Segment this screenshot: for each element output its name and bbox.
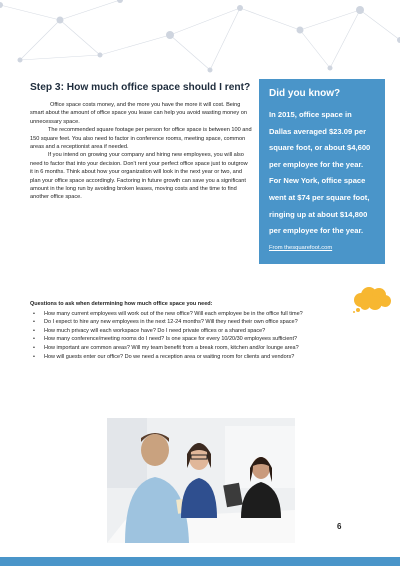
list-item (30, 327, 370, 336)
question-text: How many current employees will work out of the new office? Will each employee be in the office full time? (44, 310, 303, 317)
bullet-icon: • (33, 336, 35, 343)
did-you-know-callout (259, 79, 385, 264)
paragraph: Office space costs money, and the more you have the more it will cost. Being smart about the amount of office space you lease can help you avoid wasting money on unnecessary space. (30, 102, 247, 125)
questions-heading: Questions to ask when determining how much office space you need: (30, 301, 213, 307)
questions-section (30, 300, 370, 361)
list-item (30, 344, 370, 353)
question-text: How important are common areas? Will my team benefit from a break room, kitchen and/or lounge area? (44, 344, 299, 351)
body-text (30, 101, 252, 202)
page-number: 6 (337, 522, 342, 531)
bullet-icon: • (33, 344, 35, 351)
questions-list (30, 310, 370, 362)
office-meeting-photo (107, 418, 295, 543)
bullet-icon: • (33, 319, 35, 326)
question-text: How much privacy will each workspace have? Do I need private offices or a shared space? (44, 327, 266, 334)
question-text: Do I expect to hire any new employees in the next 12-24 months? Will they need their own office space? (44, 319, 298, 326)
list-item (30, 310, 370, 319)
question-text: How will guests enter our office? Do we need a reception area or waiting room for clients and vendors? (44, 353, 295, 360)
paragraph: If you intend on growing your company and hiring new employees, you will also need to factor that into your decision. Don't rent your perfect office space just to outgrow it in 6 months. Think about how your organization will look in the next year or two, and plan your office space accordingly. Factoring in future growth can save you a significant amount in the long run by avoiding broken leases, moving costs and the time to find another office space. (30, 152, 248, 201)
list-item (30, 318, 370, 327)
list-item (30, 353, 370, 362)
footer-bar (0, 557, 400, 566)
section-title: Step 3: How much office space should I rent? (30, 82, 251, 93)
bullet-icon: • (33, 310, 35, 317)
callout-title: Did you know? (269, 88, 341, 99)
callout-fact: In 2015, office space in Dallas averaged $23.09 per square foot, or about $4,600 per employee for the year. For New York, office space went at $74 per square foot, ringing up at about $14,800 per employee for the year. (269, 110, 371, 236)
bullet-icon: • (33, 353, 35, 360)
list-item (30, 335, 370, 344)
header-network-decoration (0, 0, 400, 80)
source-link[interactable]: From thesquarefoot.com (269, 244, 333, 251)
paragraph: The recommended square footage per person for office space is between 100 and 150 square feet. You also need to factor in conference rooms, meeting space, common areas and a receptionist area if needed. (30, 127, 252, 151)
question-text: How many conference/meeting rooms do I need? Is one space for every 10/20/30 employees sufficient? (44, 336, 298, 343)
bullet-icon: • (33, 327, 35, 334)
